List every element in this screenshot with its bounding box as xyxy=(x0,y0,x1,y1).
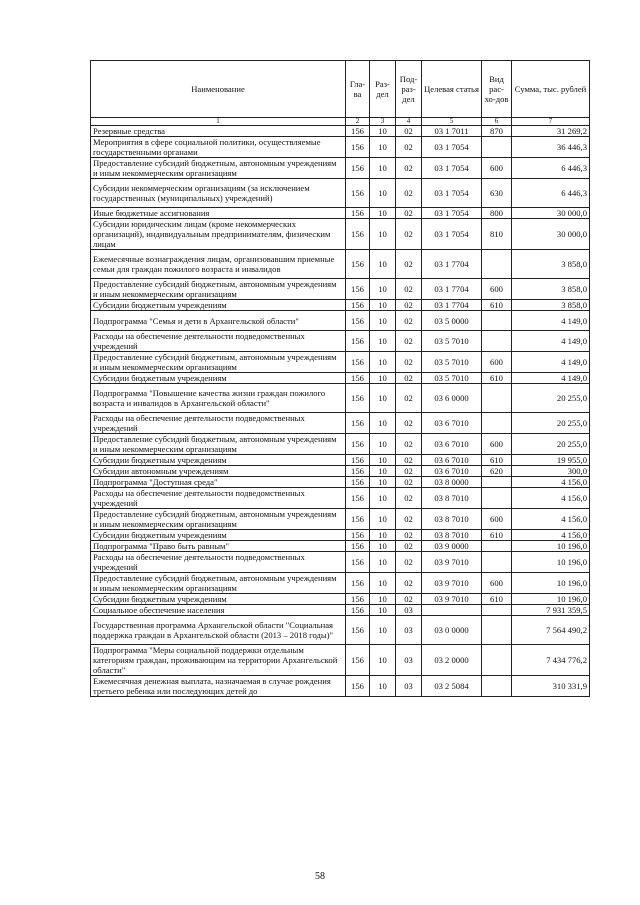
row-amount: 6 446,3 xyxy=(512,158,590,179)
row-glava: 156 xyxy=(346,208,370,219)
table-row xyxy=(91,158,590,179)
row-name: Субсидии бюджетным учреждениям xyxy=(91,530,346,541)
table-row xyxy=(91,488,590,509)
row-glava: 156 xyxy=(346,219,370,250)
row-name: Расходы на обеспечение деятельности подведомственных учреждений xyxy=(91,552,346,573)
index-cell: 6 xyxy=(482,118,512,126)
row-amount: 20 255,0 xyxy=(512,413,590,434)
table-row xyxy=(91,279,590,300)
row-amount: 7 434 776,2 xyxy=(512,645,590,676)
row-glava: 156 xyxy=(346,250,370,279)
row-podrazdel: 03 xyxy=(396,616,422,645)
row-podrazdel: 02 xyxy=(396,331,422,352)
row-glava: 156 xyxy=(346,541,370,552)
header-name: Наименование xyxy=(91,61,346,118)
row-podrazdel: 02 xyxy=(396,279,422,300)
row-glava: 156 xyxy=(346,488,370,509)
table-row xyxy=(91,594,590,605)
row-razdel: 10 xyxy=(370,477,396,488)
row-glava: 156 xyxy=(346,455,370,466)
row-razdel: 10 xyxy=(370,530,396,541)
row-amount: 3 858,0 xyxy=(512,279,590,300)
row-name: Иные бюджетные ассигнования xyxy=(91,208,346,219)
row-glava: 156 xyxy=(346,384,370,413)
table-row xyxy=(91,208,590,219)
row-amount: 7 564 490,2 xyxy=(512,616,590,645)
row-name: Государственная программа Архангельской области "Социальная поддержка граждан в Архангельской области (2013 – 2018 годы)" xyxy=(91,616,346,645)
row-razdel: 10 xyxy=(370,676,396,697)
table-row xyxy=(91,179,590,208)
row-name: Подпрограмма "Повышение качества жизни граждан пожилого возраста и инвалидов в Архангельской области" xyxy=(91,384,346,413)
table-row xyxy=(91,250,590,279)
row-razdel: 10 xyxy=(370,300,396,311)
row-amount: 10 196,0 xyxy=(512,594,590,605)
header-glava: Гла-ва xyxy=(346,61,370,118)
row-podrazdel: 02 xyxy=(396,384,422,413)
row-glava: 156 xyxy=(346,605,370,616)
row-vid: 600 xyxy=(482,573,512,594)
row-amount: 7 931 359,5 xyxy=(512,605,590,616)
row-name: Субсидии бюджетным учреждениям xyxy=(91,300,346,311)
row-amount: 10 196,0 xyxy=(512,541,590,552)
row-vid: 600 xyxy=(482,434,512,455)
row-razdel: 10 xyxy=(370,311,396,331)
row-vid: 610 xyxy=(482,594,512,605)
row-amount: 10 196,0 xyxy=(512,573,590,594)
row-glava: 156 xyxy=(346,279,370,300)
row-vid: 600 xyxy=(482,509,512,530)
row-razdel: 10 xyxy=(370,594,396,605)
row-amount: 4 156,0 xyxy=(512,477,590,488)
table-row xyxy=(91,676,590,697)
row-name: Предоставление субсидий бюджетным, автономным учреждениям и иным некоммерческим организациям xyxy=(91,158,346,179)
row-target: 03 1 7054 xyxy=(422,219,482,250)
row-vid: 600 xyxy=(482,352,512,373)
table-row xyxy=(91,645,590,676)
table-row xyxy=(91,384,590,413)
row-razdel: 10 xyxy=(370,455,396,466)
row-vid xyxy=(482,616,512,645)
row-target: 03 8 7010 xyxy=(422,509,482,530)
row-target: 03 1 7054 xyxy=(422,208,482,219)
row-glava: 156 xyxy=(346,477,370,488)
column-index-row xyxy=(91,118,590,126)
row-amount: 4 149,0 xyxy=(512,331,590,352)
row-vid xyxy=(482,676,512,697)
table-row xyxy=(91,219,590,250)
index-cell: 2 xyxy=(346,118,370,126)
table-row xyxy=(91,373,590,384)
row-podrazdel: 02 xyxy=(396,250,422,279)
row-name: Резервные средства xyxy=(91,126,346,137)
row-podrazdel: 02 xyxy=(396,300,422,311)
table-row xyxy=(91,137,590,158)
row-podrazdel: 02 xyxy=(396,352,422,373)
row-target: 03 6 7010 xyxy=(422,455,482,466)
table-row xyxy=(91,413,590,434)
row-target: 03 9 7010 xyxy=(422,552,482,573)
row-podrazdel: 02 xyxy=(396,509,422,530)
table-row xyxy=(91,477,590,488)
row-vid xyxy=(482,645,512,676)
row-glava: 156 xyxy=(346,645,370,676)
row-glava: 156 xyxy=(346,158,370,179)
row-vid: 610 xyxy=(482,373,512,384)
row-name: Подпрограмма "Семья и дети в Архангельской области" xyxy=(91,311,346,331)
row-podrazdel: 03 xyxy=(396,676,422,697)
row-amount: 310 331,9 xyxy=(512,676,590,697)
header-row xyxy=(91,61,590,118)
header-vid: Вид рас-хо-дов xyxy=(482,61,512,118)
row-name: Мероприятия в сфере социальной политики, осуществляемые государственными органами xyxy=(91,137,346,158)
row-amount: 10 196,0 xyxy=(512,552,590,573)
row-target: 03 9 7010 xyxy=(422,594,482,605)
row-target: 03 8 0000 xyxy=(422,477,482,488)
row-vid xyxy=(482,311,512,331)
row-razdel: 10 xyxy=(370,466,396,477)
row-glava: 156 xyxy=(346,434,370,455)
row-name: Субсидии бюджетным учреждениям xyxy=(91,373,346,384)
row-target: 03 8 7010 xyxy=(422,530,482,541)
row-razdel: 10 xyxy=(370,384,396,413)
row-vid xyxy=(482,605,512,616)
row-razdel: 10 xyxy=(370,645,396,676)
row-podrazdel: 02 xyxy=(396,573,422,594)
row-podrazdel: 02 xyxy=(396,158,422,179)
row-razdel: 10 xyxy=(370,250,396,279)
row-vid: 810 xyxy=(482,219,512,250)
row-name: Подпрограмма "Доступная среда" xyxy=(91,477,346,488)
row-glava: 156 xyxy=(346,126,370,137)
row-vid: 800 xyxy=(482,208,512,219)
row-name: Предоставление субсидий бюджетным, автономным учреждениям и иным некоммерческим организациям xyxy=(91,573,346,594)
row-name: Субсидии юридическим лицам (кроме некоммерческих организаций), индивидуальным предпринимателям, физическим лицам xyxy=(91,219,346,250)
row-razdel: 10 xyxy=(370,352,396,373)
index-cell: 7 xyxy=(512,118,590,126)
row-razdel: 10 xyxy=(370,541,396,552)
row-name: Субсидии бюджетным учреждениям xyxy=(91,594,346,605)
row-vid xyxy=(482,137,512,158)
row-name: Подпрограмма "Право быть равным" xyxy=(91,541,346,552)
row-amount: 4 156,0 xyxy=(512,530,590,541)
row-name: Расходы на обеспечение деятельности подведомственных учреждений xyxy=(91,488,346,509)
row-vid: 630 xyxy=(482,179,512,208)
row-vid xyxy=(482,477,512,488)
row-target: 03 1 7054 xyxy=(422,137,482,158)
row-podrazdel: 02 xyxy=(396,530,422,541)
row-name: Субсидии автономным учреждениям xyxy=(91,466,346,477)
row-razdel: 10 xyxy=(370,219,396,250)
row-podrazdel: 02 xyxy=(396,413,422,434)
row-vid: 600 xyxy=(482,158,512,179)
row-amount: 20 255,0 xyxy=(512,384,590,413)
row-target: 03 2 0000 xyxy=(422,645,482,676)
row-target: 03 9 0000 xyxy=(422,541,482,552)
row-podrazdel: 02 xyxy=(396,373,422,384)
row-amount: 3 858,0 xyxy=(512,300,590,311)
row-podrazdel: 02 xyxy=(396,434,422,455)
row-razdel: 10 xyxy=(370,573,396,594)
table-row xyxy=(91,552,590,573)
row-target: 03 5 7010 xyxy=(422,331,482,352)
row-podrazdel: 02 xyxy=(396,179,422,208)
row-vid xyxy=(482,413,512,434)
row-target: 03 6 7010 xyxy=(422,466,482,477)
row-razdel: 10 xyxy=(370,488,396,509)
row-glava: 156 xyxy=(346,676,370,697)
row-glava: 156 xyxy=(346,594,370,605)
row-razdel: 10 xyxy=(370,126,396,137)
row-amount: 300,0 xyxy=(512,466,590,477)
row-target: 03 6 7010 xyxy=(422,413,482,434)
row-target: 03 8 7010 xyxy=(422,488,482,509)
header-podrazdel: Под-раз-дел xyxy=(396,61,422,118)
row-target: 03 5 0000 xyxy=(422,311,482,331)
row-vid xyxy=(482,541,512,552)
row-target: 03 1 7054 xyxy=(422,179,482,208)
row-vid: 600 xyxy=(482,279,512,300)
table-row xyxy=(91,605,590,616)
row-podrazdel: 02 xyxy=(396,552,422,573)
row-razdel: 10 xyxy=(370,279,396,300)
row-target: 03 1 7054 xyxy=(422,158,482,179)
row-name: Ежемесячные вознаграждения лицам, организовавшим приемные семьи для граждан пожилого возраста и инвалидов xyxy=(91,250,346,279)
table-row xyxy=(91,509,590,530)
row-target: 03 9 7010 xyxy=(422,573,482,594)
table-row xyxy=(91,466,590,477)
row-glava: 156 xyxy=(346,616,370,645)
row-amount: 6 446,3 xyxy=(512,179,590,208)
row-vid: 610 xyxy=(482,530,512,541)
header-amount: Сумма, тыс. рублей xyxy=(512,61,590,118)
row-podrazdel: 03 xyxy=(396,645,422,676)
row-name: Расходы на обеспечение деятельности подведомственных учреждений xyxy=(91,331,346,352)
index-cell: 5 xyxy=(422,118,482,126)
row-name: Ежемесячная денежная выплата, назначаемая в случае рождения третьего ребенка или последующих детей до xyxy=(91,676,346,697)
row-glava: 156 xyxy=(346,413,370,434)
row-amount: 30 000,0 xyxy=(512,208,590,219)
row-podrazdel: 02 xyxy=(396,208,422,219)
row-glava: 156 xyxy=(346,573,370,594)
row-podrazdel: 02 xyxy=(396,137,422,158)
row-target: 03 1 7704 xyxy=(422,300,482,311)
row-glava: 156 xyxy=(346,466,370,477)
row-target: 03 1 7011 xyxy=(422,126,482,137)
row-vid xyxy=(482,552,512,573)
row-glava: 156 xyxy=(346,311,370,331)
table-row xyxy=(91,352,590,373)
row-glava: 156 xyxy=(346,530,370,541)
index-cell: 4 xyxy=(396,118,422,126)
row-glava: 156 xyxy=(346,300,370,311)
table-row xyxy=(91,455,590,466)
row-razdel: 10 xyxy=(370,373,396,384)
table-row xyxy=(91,573,590,594)
row-podrazdel: 02 xyxy=(396,488,422,509)
table-row xyxy=(91,331,590,352)
row-name: Предоставление субсидий бюджетным, автономным учреждениям и иным некоммерческим организациям xyxy=(91,279,346,300)
row-name: Предоставление субсидий бюджетным, автономным учреждениям и иным некоммерческим организациям xyxy=(91,509,346,530)
row-target: 03 0 0000 xyxy=(422,616,482,645)
table-row xyxy=(91,616,590,645)
row-razdel: 10 xyxy=(370,331,396,352)
row-target: 03 2 5084 xyxy=(422,676,482,697)
row-vid xyxy=(482,331,512,352)
row-amount: 20 255,0 xyxy=(512,434,590,455)
row-name: Предоставление субсидий бюджетным, автономным учреждениям и иным некоммерческим организациям xyxy=(91,434,346,455)
table-row xyxy=(91,530,590,541)
row-podrazdel: 02 xyxy=(396,455,422,466)
row-podrazdel: 02 xyxy=(396,541,422,552)
row-amount: 36 446,3 xyxy=(512,137,590,158)
row-amount: 3 858,0 xyxy=(512,250,590,279)
row-amount: 4 149,0 xyxy=(512,311,590,331)
row-podrazdel: 03 xyxy=(396,605,422,616)
row-vid: 870 xyxy=(482,126,512,137)
row-glava: 156 xyxy=(346,137,370,158)
row-amount: 4 156,0 xyxy=(512,509,590,530)
table-row xyxy=(91,300,590,311)
row-target: 03 5 7010 xyxy=(422,352,482,373)
row-target: 03 1 7704 xyxy=(422,250,482,279)
row-razdel: 10 xyxy=(370,208,396,219)
table-body xyxy=(91,126,590,697)
row-vid xyxy=(482,250,512,279)
row-amount: 30 000,0 xyxy=(512,219,590,250)
header-razdel: Раз-дел xyxy=(370,61,396,118)
row-target: 03 1 7704 xyxy=(422,279,482,300)
row-amount: 4 149,0 xyxy=(512,352,590,373)
row-target: 03 6 7010 xyxy=(422,434,482,455)
row-target xyxy=(422,605,482,616)
row-razdel: 10 xyxy=(370,179,396,208)
row-glava: 156 xyxy=(346,179,370,208)
row-podrazdel: 02 xyxy=(396,219,422,250)
row-razdel: 10 xyxy=(370,509,396,530)
row-name: Субсидии некоммерческим организациям (за исключением государственных (муниципальных) учреждений) xyxy=(91,179,346,208)
row-amount: 4 156,0 xyxy=(512,488,590,509)
row-amount: 31 269,2 xyxy=(512,126,590,137)
row-amount: 19 955,0 xyxy=(512,455,590,466)
row-vid: 620 xyxy=(482,466,512,477)
row-razdel: 10 xyxy=(370,158,396,179)
index-cell: 1 xyxy=(91,118,346,126)
row-vid: 610 xyxy=(482,300,512,311)
row-name: Подпрограмма "Меры социальной поддержки отдельным категориям граждан, проживающим на территории Архангельской области" xyxy=(91,645,346,676)
table-row xyxy=(91,541,590,552)
page-number: 58 xyxy=(315,871,325,882)
row-glava: 156 xyxy=(346,509,370,530)
budget-table xyxy=(90,60,590,697)
header-target: Целевая статья xyxy=(422,61,482,118)
row-razdel: 10 xyxy=(370,616,396,645)
table-row xyxy=(91,434,590,455)
row-target: 03 6 0000 xyxy=(422,384,482,413)
row-podrazdel: 02 xyxy=(396,594,422,605)
row-podrazdel: 02 xyxy=(396,311,422,331)
row-podrazdel: 02 xyxy=(396,477,422,488)
row-name: Предоставление субсидий бюджетным, автономным учреждениям и иным некоммерческим организациям xyxy=(91,352,346,373)
table-row xyxy=(91,126,590,137)
row-razdel: 10 xyxy=(370,552,396,573)
row-name: Расходы на обеспечение деятельности подведомственных учреждений xyxy=(91,413,346,434)
table-row xyxy=(91,311,590,331)
row-vid xyxy=(482,384,512,413)
row-glava: 156 xyxy=(346,331,370,352)
row-glava: 156 xyxy=(346,352,370,373)
row-name: Субсидии бюджетным учреждениям xyxy=(91,455,346,466)
row-podrazdel: 02 xyxy=(396,126,422,137)
row-vid: 610 xyxy=(482,455,512,466)
row-razdel: 10 xyxy=(370,605,396,616)
row-target: 03 5 7010 xyxy=(422,373,482,384)
row-vid xyxy=(482,488,512,509)
row-razdel: 10 xyxy=(370,434,396,455)
index-cell: 3 xyxy=(370,118,396,126)
row-podrazdel: 02 xyxy=(396,466,422,477)
row-razdel: 10 xyxy=(370,137,396,158)
row-razdel: 10 xyxy=(370,413,396,434)
row-amount: 4 149,0 xyxy=(512,373,590,384)
row-glava: 156 xyxy=(346,373,370,384)
row-glava: 156 xyxy=(346,552,370,573)
row-name: Социальное обеспечение населения xyxy=(91,605,346,616)
